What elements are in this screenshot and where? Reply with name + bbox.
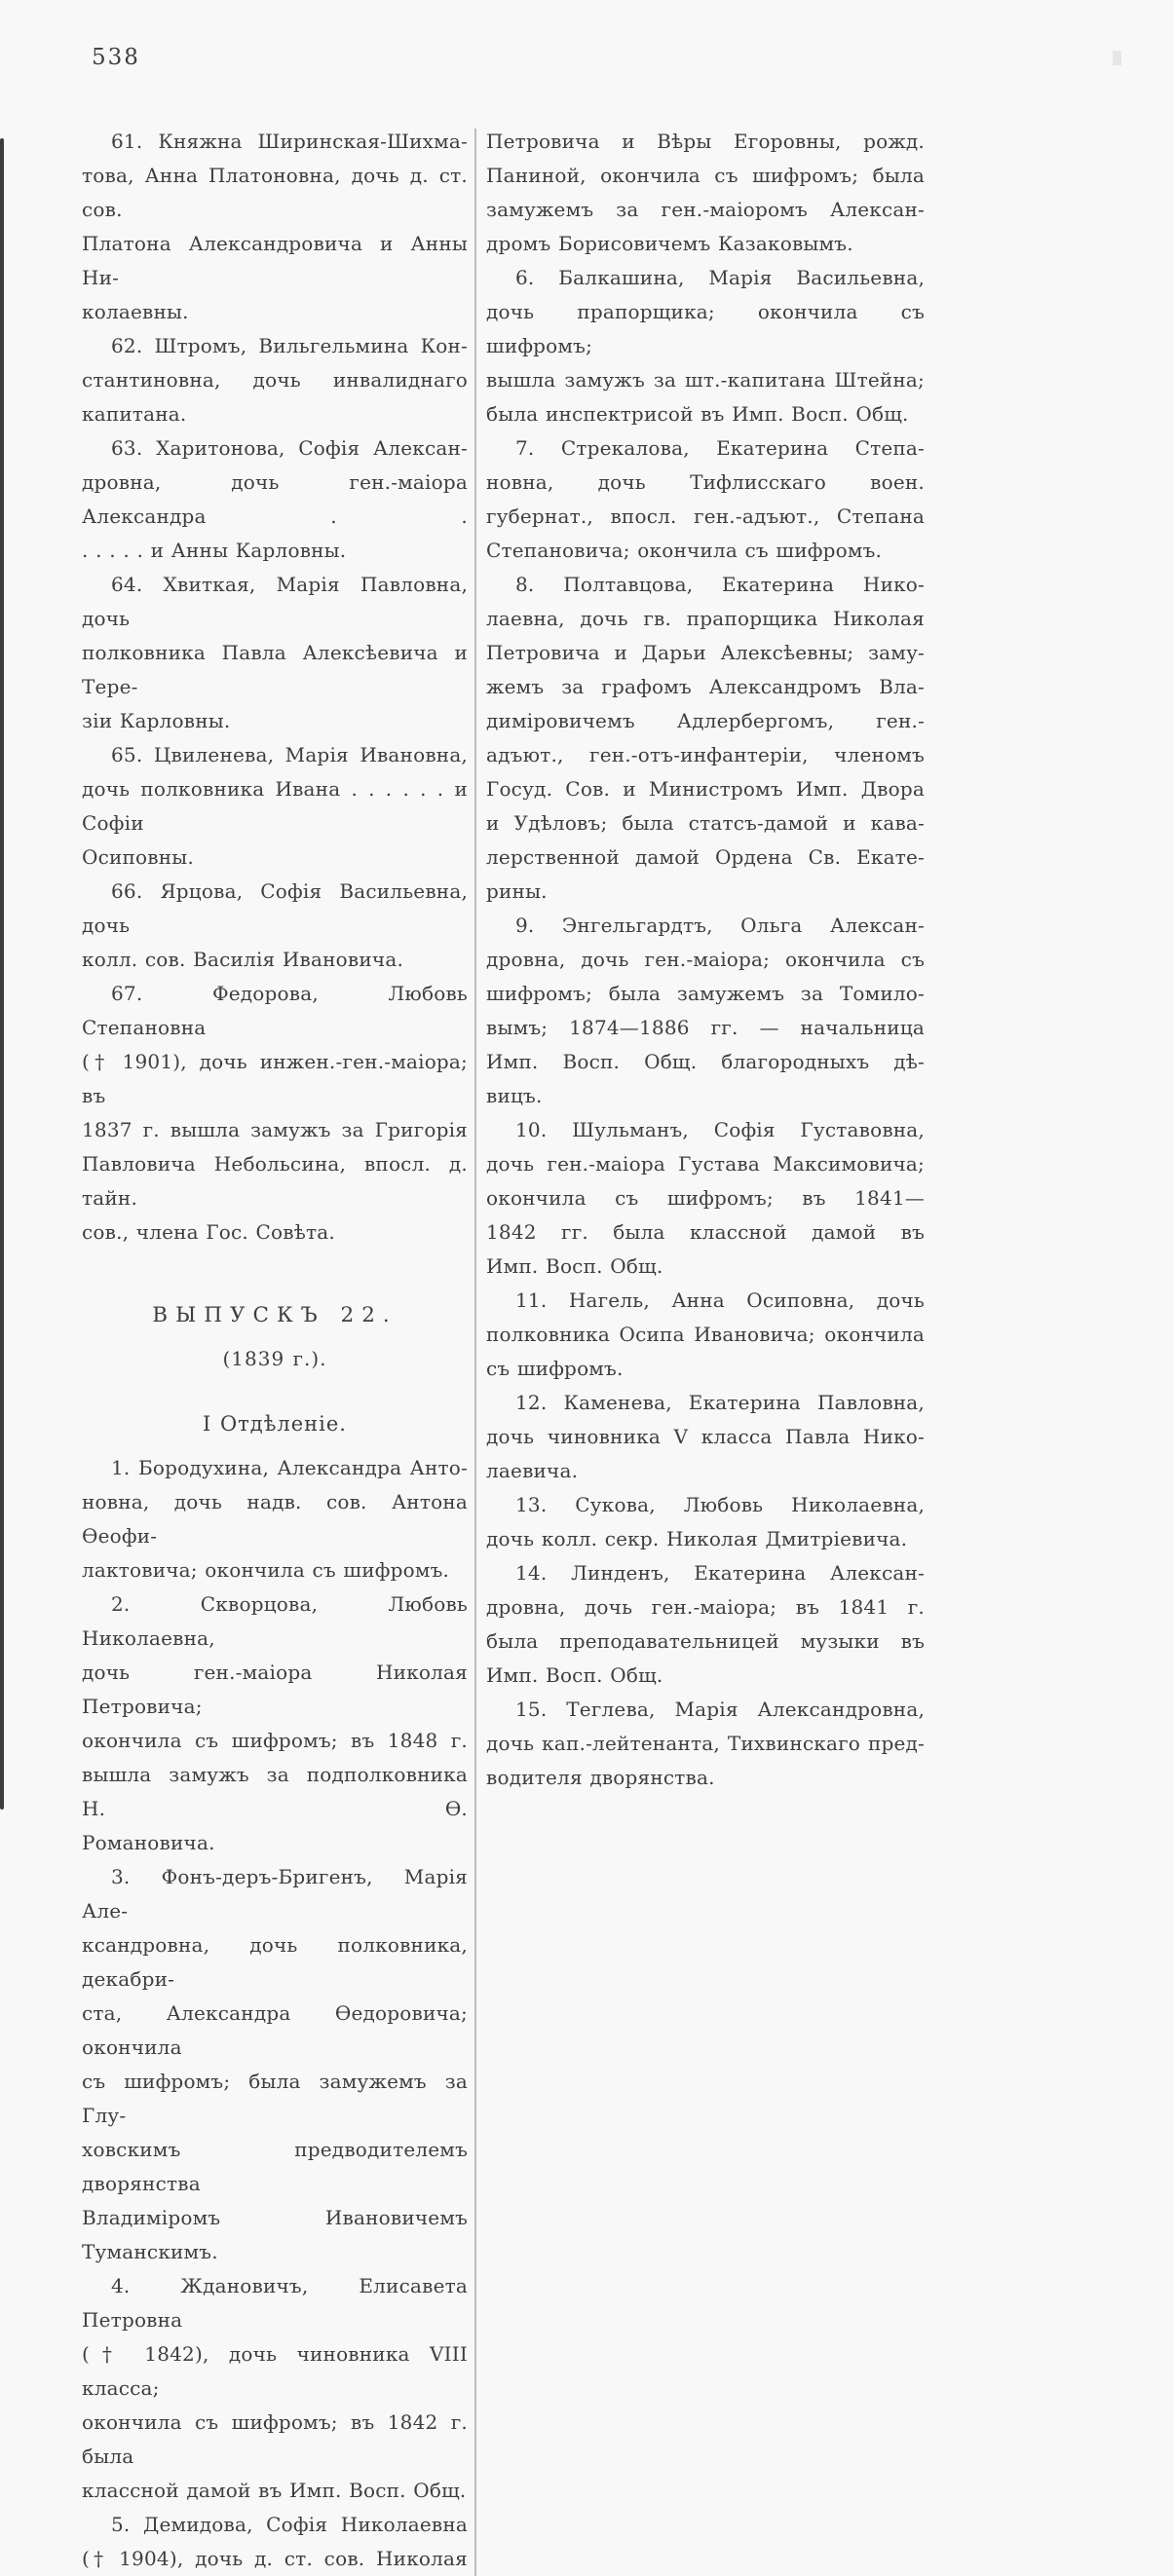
text-line: шифромъ; была замужемъ за Томило-: [486, 982, 925, 1005]
text-line: дочь ген.-маіора Густава Максимовича;: [486, 1152, 925, 1176]
text-line: дровна, дочь ген.-маіора; окончила съ: [486, 948, 925, 971]
text-line: жемъ за графомъ Александромъ Вла-: [486, 675, 925, 698]
text-line: I Отдѣленіе.: [203, 1412, 347, 1436]
text-line: стантиновна, дочь инвалиднаго капитана.: [82, 368, 468, 426]
text-line: Паниной, окончила съ шифромъ; была: [486, 164, 925, 187]
entry-block: [486, 1693, 925, 1795]
text-line: дровна, дочь ген.-маіора; въ 1841 г.: [486, 1595, 925, 1619]
text-line: губернат., впосл. ген.-адъют., Степана: [486, 504, 925, 528]
text-line: ВЫПУСКЪ 22.: [152, 1303, 398, 1327]
text-line: 7. Стрекалова, Екатерина Степа-: [515, 436, 925, 460]
text-line: вымъ; 1874—1886 гг. — начальница: [486, 1016, 925, 1039]
text-line: 62. Штромъ, Вильгельмина Кон-: [111, 334, 468, 357]
text-line: замужемъ за ген.-маіоромъ Алексан-: [486, 198, 925, 221]
text-line: окончила съ шифромъ; въ 1848 г.: [82, 1729, 468, 1752]
heading-date: [82, 1342, 468, 1376]
heading-section: [82, 1407, 468, 1441]
text-line: ксандровна, дочь полковника, декабри-: [82, 1933, 468, 1991]
text-line: съ шифромъ; была замужемъ за Глу-: [82, 2070, 468, 2127]
heading-vypusk: [82, 1298, 468, 1332]
text-line: водителя дворянства.: [486, 1766, 715, 1789]
text-line: Степановича; окончила съ шифромъ.: [486, 539, 883, 562]
text-line: Владиміромъ Ивановичемъ Туманскимъ.: [82, 2206, 468, 2263]
text-line: дочь прапорщика; окончила съ шифромъ;: [486, 300, 925, 357]
entry-block: [486, 431, 925, 568]
text-line: дочь чиновника V класса Павла Нико-: [486, 1425, 925, 1448]
text-line: 5. Демидова, Софія Николаевна: [111, 2513, 468, 2536]
text-line: 14. Линденъ, Екатерина Алексан-: [515, 1561, 925, 1585]
entry-block: [486, 261, 925, 431]
entry-block: [82, 2508, 468, 2576]
text-line: 67. Федорова, Любовь Степановна: [82, 982, 468, 1039]
text-line: лактовича; окончила съ шифромъ.: [82, 1558, 450, 1582]
entry-block: [82, 431, 468, 568]
text-line: окончила съ шифромъ; въ 1841—: [486, 1186, 925, 1210]
text-line: классной дамой въ Имп. Восп. Общ.: [82, 2479, 467, 2502]
text-columns: [82, 125, 925, 2576]
text-line: новна, дочь надв. сов. Антона Ѳеофи-: [82, 1490, 468, 1548]
text-line: диміровичемъ Адлербергомъ, ген.-: [486, 709, 925, 732]
entry-block: [486, 568, 925, 909]
text-line: 1. Бородухина, Александра Анто-: [111, 1456, 468, 1479]
text-line: 64. Хвиткая, Марія Павловна, дочь: [82, 573, 468, 630]
text-line: полковника Осипа Ивановича; окончила: [486, 1323, 925, 1346]
text-line: полковника Павла Алексѣевича и Тере-: [82, 641, 468, 698]
entry-block: [82, 1860, 468, 2269]
text-line: 9. Энгельгардтъ, Ольга Алексан-: [515, 914, 925, 937]
text-line: дочь полковника Ивана . . . . . . и Софіи: [82, 777, 468, 835]
text-line: новна, дочь Тифлисскаго воен.: [486, 470, 925, 494]
text-line: († 1842), дочь чиновника VIII класса;: [82, 2342, 468, 2400]
scan-edge-artifact: [0, 138, 4, 1810]
text-line: Петровича и Дарьи Алексѣевны; заму-: [486, 641, 925, 664]
scan-smudge: [1113, 51, 1121, 65]
text-line: 12. Каменева, Екатерина Павловна,: [515, 1391, 925, 1414]
text-line: Романовича.: [82, 1831, 215, 1854]
text-line: Павловича Небольсина, впосл. д. тайн.: [82, 1152, 468, 1210]
entry-block: [82, 1587, 468, 1860]
entry-block: [486, 1113, 925, 1284]
entry-block: [486, 1284, 925, 1386]
text-line: вышла замужъ за подполковника Н. Ѳ.: [82, 1763, 468, 1820]
text-line: 10. Шульманъ, Софія Густавовна,: [515, 1118, 925, 1141]
text-line: (1839 г.).: [222, 1347, 327, 1370]
text-line: вицъ.: [486, 1084, 543, 1107]
text-line: Осиповны.: [82, 845, 194, 869]
text-line: Имп. Восп. Общ.: [486, 1663, 663, 1687]
entry-block: [486, 1488, 925, 1556]
entry-block: [82, 568, 468, 738]
text-line: 1842 гг. была классной дамой въ: [486, 1220, 925, 1244]
text-line: Петровича и Вѣры Егоровны, рожд.: [486, 130, 925, 153]
text-line: сов., члена Гос. Совѣта.: [82, 1220, 335, 1244]
text-line: 66. Ярцова, Софія Васильевна, дочь: [82, 879, 468, 937]
text-line: 13. Сукова, Любовь Николаевна,: [515, 1493, 925, 1516]
text-line: 4. Ждановичъ, Елисавета Петровна: [82, 2274, 468, 2332]
text-line: лерственной дамой Ордена Св. Екате-: [486, 845, 925, 869]
right-column: [486, 125, 925, 1795]
text-line: дочь ген.-маіора Николая Петровича;: [82, 1661, 468, 1718]
entry-block: [82, 875, 468, 977]
text-line: окончила съ шифромъ; въ 1842 г. была: [82, 2410, 468, 2468]
text-line: была преподавательницей музыки въ: [486, 1629, 925, 1653]
entry-block: [82, 2269, 468, 2508]
text-line: 6. Балкашина, Марія Васильевна,: [515, 266, 925, 289]
text-line: 1837 г. вышла замужъ за Григорія: [82, 1118, 468, 1141]
text-line: . . . . . и Анны Карловны.: [82, 539, 347, 562]
entry-block: [82, 125, 468, 329]
text-line: ховскимъ предводителемъ дворянства: [82, 2138, 468, 2195]
text-line: рины.: [486, 879, 548, 903]
text-line: адъют., ген.-отъ-инфантеріи, членомъ: [486, 743, 925, 766]
page-number: 538: [92, 45, 140, 70]
text-line: Имп. Восп. Общ. благородныхъ дѣ-: [486, 1050, 925, 1073]
entry-block: [486, 125, 925, 261]
text-line: была инспектрисой въ Имп. Восп. Общ.: [486, 402, 909, 426]
entry-block: [486, 1556, 925, 1693]
text-line: това, Анна Платоновна, дочь д. ст. сов.: [82, 164, 468, 221]
entry-block: [486, 909, 925, 1113]
text-line: дромъ Борисовичемъ Казаковымъ.: [486, 232, 853, 255]
column-divider: [474, 129, 476, 2576]
text-line: вышла замужъ за шт.-капитана Штейна;: [486, 368, 925, 392]
text-line: 15. Теглева, Марія Александровна,: [515, 1698, 925, 1721]
left-column: [82, 125, 468, 2576]
text-line: колл. сов. Василія Ивановича.: [82, 948, 404, 971]
text-line: Госуд. Сов. и Министромъ Имп. Двора: [486, 777, 925, 801]
text-line: 2. Скворцова, Любовь Николаевна,: [82, 1592, 468, 1650]
text-line: Имп. Восп. Общ.: [486, 1254, 663, 1278]
text-line: († 1904), дочь д. ст. сов. Николая: [82, 2547, 468, 2570]
text-line: и Удѣловъ; была статсъ-дамой и кава-: [486, 811, 925, 835]
text-line: 11. Нагель, Анна Осиповна, дочь: [515, 1288, 925, 1312]
text-line: 3. Фонъ-деръ-Бригенъ, Марія Але-: [82, 1865, 468, 1923]
text-line: ста, Александра Ѳедоровича; окончила: [82, 2001, 468, 2059]
entry-block: [82, 977, 468, 1250]
entry-block: [82, 1451, 468, 1587]
text-line: 8. Полтавцова, Екатерина Нико-: [515, 573, 925, 596]
entry-block: [486, 1386, 925, 1488]
entry-block: [82, 329, 468, 431]
text-line: дровна, дочь ген.-маіора Александра . .: [82, 470, 468, 528]
text-line: 61. Княжна Ширинская-Шихма-: [111, 130, 468, 153]
text-line: колаевны.: [82, 300, 189, 323]
text-line: лаевна, дочь гв. прапорщика Николая: [486, 607, 925, 630]
text-line: 63. Харитонова, Софія Алексан-: [111, 436, 468, 460]
text-line: съ шифромъ.: [486, 1357, 624, 1380]
text-line: Платона Александровича и Анны Ни-: [82, 232, 468, 289]
entry-block: [82, 738, 468, 875]
text-line: лаевича.: [486, 1459, 579, 1482]
text-line: дочь колл. секр. Николая Дмитріевича.: [486, 1527, 908, 1550]
text-line: 65. Цвиленева, Марія Ивановна,: [111, 743, 468, 766]
text-line: зіи Карловны.: [82, 709, 231, 732]
text-line: († 1901), дочь инжен.-ген.-маіора; въ: [82, 1050, 468, 1107]
text-line: дочь кап.-лейтенанта, Тихвинскаго пред-: [486, 1732, 925, 1755]
